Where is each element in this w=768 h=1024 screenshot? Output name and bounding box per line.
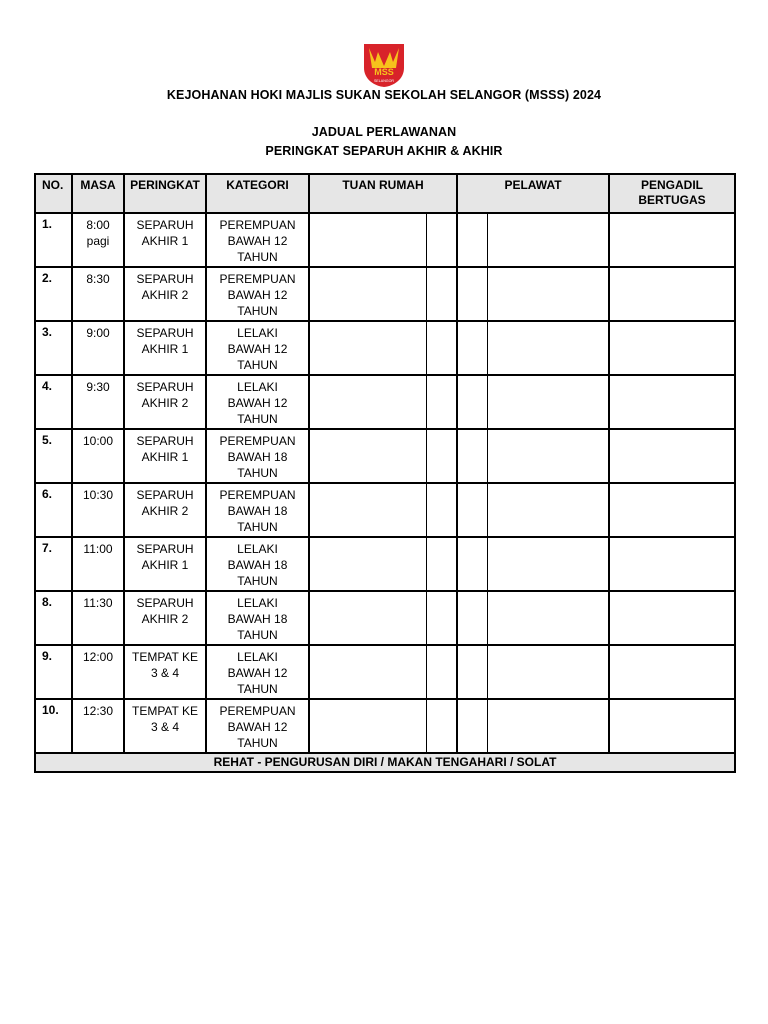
- cell-no: [35, 267, 72, 321]
- cell-kategori-text: PEREMPUAN BAWAH 12 TAHUN: [219, 704, 296, 750]
- cell-pelawat-score: [457, 483, 487, 537]
- cell-pelawat-score: [457, 537, 487, 591]
- cell-masa-text: 9:30: [86, 380, 110, 394]
- col-header-pengadil: [609, 174, 735, 213]
- cell-masa: [72, 429, 124, 483]
- cell-tuan-rumah-name: [309, 213, 426, 267]
- cell-pelawat-name: [487, 591, 609, 645]
- cell-peringkat: [124, 645, 206, 699]
- cell-peringkat-text: SEPARUH AKHIR 1: [136, 326, 194, 356]
- cell-kategori-text: LELAKI BAWAH 12 TAHUN: [227, 380, 288, 426]
- cell-peringkat: [124, 591, 206, 645]
- cell-pelawat-name: [487, 483, 609, 537]
- cell-masa-text: 9:00: [86, 326, 110, 340]
- col-header-masa: MASA: [72, 174, 124, 213]
- cell-masa-text: 12:30: [82, 704, 114, 718]
- table-row: [35, 429, 735, 483]
- cell-tuan-rumah-name: [309, 483, 426, 537]
- cell-pengadil: [609, 321, 735, 375]
- cell-pelawat-name: [487, 645, 609, 699]
- cell-kategori: [206, 483, 309, 537]
- cell-kategori: [206, 375, 309, 429]
- cell-kategori-text: LELAKI BAWAH 18 TAHUN: [227, 596, 288, 642]
- msss-shield-icon: [361, 42, 407, 88]
- cell-peringkat: [124, 429, 206, 483]
- cell-no-text: 7.: [42, 541, 53, 555]
- table-row: [35, 483, 735, 537]
- cell-tuan-rumah-score: [426, 699, 457, 753]
- cell-pelawat-score: [457, 213, 487, 267]
- cell-no-text: 2.: [42, 271, 53, 285]
- cell-kategori: [206, 591, 309, 645]
- cell-peringkat-text: SEPARUH AKHIR 1: [136, 542, 194, 572]
- cell-pelawat-score: [457, 267, 487, 321]
- col-header-tuan-rumah: TUAN RUMAH: [309, 174, 457, 213]
- cell-kategori: [206, 645, 309, 699]
- break-note: REHAT - PENGURUSAN DIRI / MAKAN TENGAHARI / SOLAT: [35, 753, 735, 772]
- cell-pelawat-score: [457, 429, 487, 483]
- cell-no: [35, 375, 72, 429]
- cell-peringkat: [124, 483, 206, 537]
- cell-no: [35, 591, 72, 645]
- table-row: [35, 375, 735, 429]
- table-row: [35, 645, 735, 699]
- cell-pelawat-name: [487, 321, 609, 375]
- cell-kategori: [206, 321, 309, 375]
- table-row: [35, 537, 735, 591]
- cell-pengadil: [609, 537, 735, 591]
- col-header-peringkat: PERINGKAT: [124, 174, 206, 213]
- cell-tuan-rumah-name: [309, 267, 426, 321]
- cell-peringkat-text: SEPARUH AKHIR 1: [136, 434, 194, 464]
- cell-peringkat-text: SEPARUH AKHIR 2: [136, 488, 194, 518]
- cell-no-text: 1.: [42, 217, 53, 231]
- cell-tuan-rumah-score: [426, 537, 457, 591]
- cell-pelawat-score: [457, 375, 487, 429]
- cell-peringkat: [124, 375, 206, 429]
- cell-no-text: 8.: [42, 595, 53, 609]
- cell-tuan-rumah-name: [309, 645, 426, 699]
- cell-masa-text: 8:30: [86, 272, 110, 286]
- cell-masa-text: 11:30: [83, 596, 113, 610]
- cell-peringkat-text: SEPARUH AKHIR 2: [136, 272, 194, 302]
- cell-masa-text: 12:00: [82, 650, 114, 664]
- cell-kategori: [206, 429, 309, 483]
- cell-kategori-text: PEREMPUAN BAWAH 18 TAHUN: [219, 434, 296, 480]
- cell-no-text: 9.: [42, 649, 53, 663]
- cell-tuan-rumah-name: [309, 375, 426, 429]
- cell-peringkat: [124, 537, 206, 591]
- cell-pelawat-score: [457, 591, 487, 645]
- cell-pengadil: [609, 213, 735, 267]
- cell-kategori: [206, 213, 309, 267]
- cell-kategori-text: PEREMPUAN BAWAH 12 TAHUN: [219, 272, 296, 318]
- cell-peringkat-text: SEPARUH AKHIR 1: [136, 218, 194, 248]
- cell-pelawat-name: [487, 213, 609, 267]
- cell-kategori: [206, 699, 309, 753]
- cell-tuan-rumah-score: [426, 483, 457, 537]
- msss-logo: [361, 42, 407, 88]
- cell-kategori-text: LELAKI BAWAH 18 TAHUN: [227, 542, 288, 588]
- cell-no-text: 5.: [42, 433, 53, 447]
- cell-masa: [72, 699, 124, 753]
- cell-masa-text: 8:00 pagi: [86, 218, 110, 248]
- cell-pelawat-name: [487, 375, 609, 429]
- col-header-pelawat: PELAWAT: [457, 174, 609, 213]
- cell-no: [35, 321, 72, 375]
- cell-masa: [72, 645, 124, 699]
- cell-peringkat: [124, 213, 206, 267]
- cell-no: [35, 483, 72, 537]
- cell-peringkat: [124, 321, 206, 375]
- col-header-kategori: KATEGORI: [206, 174, 309, 213]
- cell-pengadil: [609, 267, 735, 321]
- cell-peringkat: [124, 699, 206, 753]
- cell-kategori: [206, 267, 309, 321]
- cell-tuan-rumah-score: [426, 213, 457, 267]
- cell-masa-text: 11:00: [83, 542, 113, 556]
- cell-pelawat-name: [487, 267, 609, 321]
- cell-peringkat-text: SEPARUH AKHIR 2: [136, 380, 194, 410]
- cell-pelawat-name: [487, 537, 609, 591]
- cell-peringkat-text: TEMPAT KE 3 & 4: [131, 704, 198, 734]
- break-row: [35, 753, 735, 772]
- col-header-no: NO.: [35, 174, 72, 213]
- logo-subtext: SELANGOR: [374, 79, 394, 83]
- cell-masa-text: 10:30: [82, 488, 114, 502]
- table-row: [35, 591, 735, 645]
- table-row: [35, 267, 735, 321]
- col-header-pengadil-label: PENGADIL BERTUGAS: [638, 178, 706, 207]
- cell-pelawat-name: [487, 429, 609, 483]
- page-title: KEJOHANAN HOKI MAJLIS SUKAN SEKOLAH SELANGOR (MSSS) 2024: [166, 88, 602, 102]
- cell-masa: [72, 321, 124, 375]
- cell-tuan-rumah-name: [309, 591, 426, 645]
- table-row: [35, 699, 735, 753]
- cell-no: [35, 645, 72, 699]
- cell-tuan-rumah-score: [426, 645, 457, 699]
- cell-kategori-text: LELAKI BAWAH 12 TAHUN: [227, 326, 288, 372]
- cell-no: [35, 699, 72, 753]
- cell-pelawat-score: [457, 645, 487, 699]
- cell-no-text: 6.: [42, 487, 53, 501]
- cell-kategori-text: PEREMPUAN BAWAH 18 TAHUN: [219, 488, 296, 534]
- cell-pelawat-score: [457, 321, 487, 375]
- cell-masa: [72, 591, 124, 645]
- cell-tuan-rumah-name: [309, 429, 426, 483]
- cell-no: [35, 429, 72, 483]
- cell-tuan-rumah-score: [426, 591, 457, 645]
- cell-pelawat-name: [487, 699, 609, 753]
- cell-masa: [72, 267, 124, 321]
- cell-masa: [72, 375, 124, 429]
- cell-kategori-text: LELAKI BAWAH 12 TAHUN: [227, 650, 288, 696]
- cell-peringkat-text: TEMPAT KE 3 & 4: [131, 650, 198, 680]
- table-row: [35, 321, 735, 375]
- cell-no: [35, 213, 72, 267]
- cell-tuan-rumah-score: [426, 375, 457, 429]
- cell-pengadil: [609, 591, 735, 645]
- cell-pengadil: [609, 429, 735, 483]
- table-row: [35, 213, 735, 267]
- table-header-row: [35, 174, 735, 213]
- cell-masa: [72, 483, 124, 537]
- cell-masa-text: 10:00: [82, 434, 114, 448]
- schedule-title: JADUAL PERLAWANAN: [311, 125, 457, 139]
- cell-pengadil: [609, 699, 735, 753]
- cell-masa: [72, 213, 124, 267]
- cell-no: [35, 537, 72, 591]
- cell-kategori: [206, 537, 309, 591]
- cell-pengadil: [609, 375, 735, 429]
- cell-peringkat: [124, 267, 206, 321]
- cell-pengadil: [609, 645, 735, 699]
- cell-masa: [72, 537, 124, 591]
- cell-tuan-rumah-name: [309, 699, 426, 753]
- cell-tuan-rumah-name: [309, 321, 426, 375]
- cell-tuan-rumah-score: [426, 321, 457, 375]
- logo-text: MSS: [374, 67, 394, 77]
- cell-pengadil: [609, 483, 735, 537]
- cell-peringkat-text: SEPARUH AKHIR 2: [136, 596, 194, 626]
- match-schedule-table: [34, 173, 736, 773]
- stage-title: PERINGKAT SEPARUH AKHIR & AKHIR: [265, 144, 503, 158]
- cell-no-text: 10.: [42, 703, 59, 717]
- cell-no-text: 3.: [42, 325, 53, 339]
- cell-pelawat-score: [457, 699, 487, 753]
- cell-kategori-text: PEREMPUAN BAWAH 12 TAHUN: [219, 218, 296, 264]
- cell-tuan-rumah-score: [426, 429, 457, 483]
- cell-no-text: 4.: [42, 379, 53, 393]
- cell-tuan-rumah-score: [426, 267, 457, 321]
- cell-tuan-rumah-name: [309, 537, 426, 591]
